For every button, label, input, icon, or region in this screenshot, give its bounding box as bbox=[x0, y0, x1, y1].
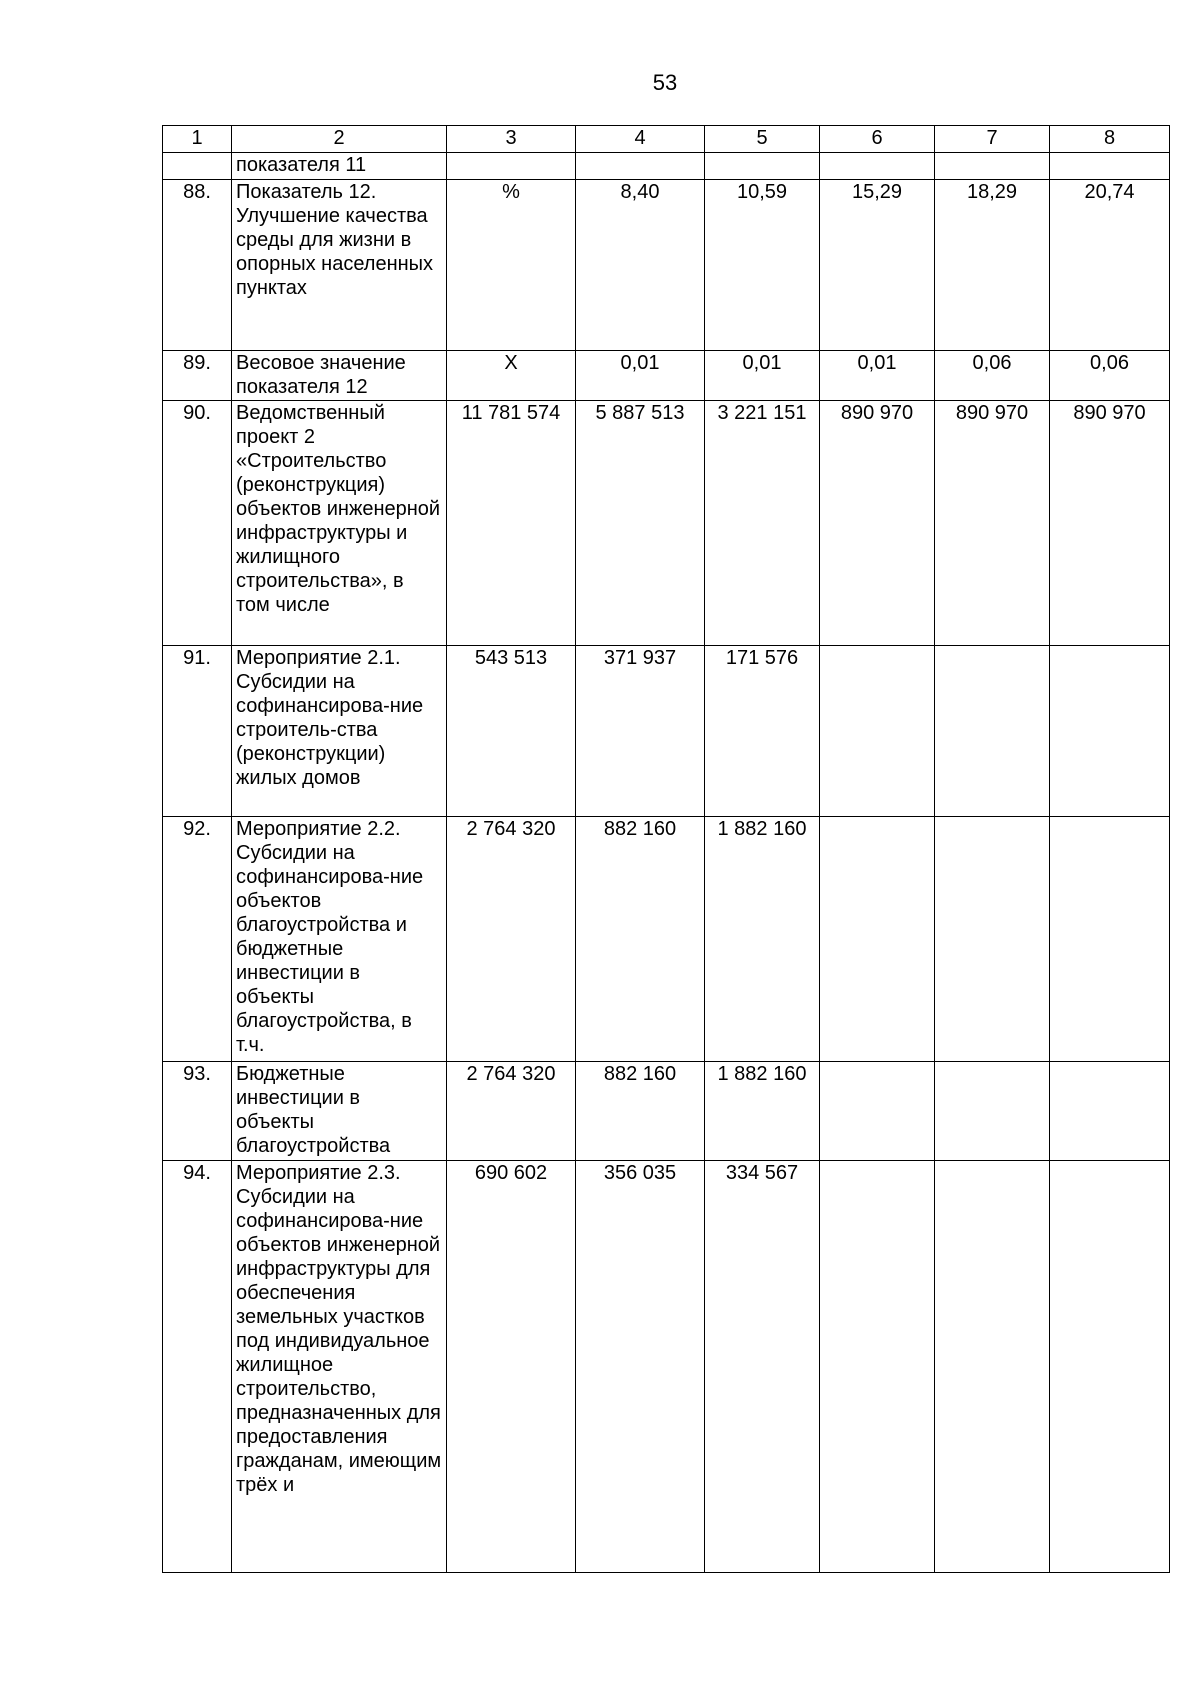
table-row bbox=[163, 401, 1170, 646]
value-cell-col-3: 2 764 320 bbox=[447, 1062, 576, 1161]
row-name-cell: Показатель 12. Улучшение качества среды для жизни в опорных населенных пунктах bbox=[232, 180, 447, 351]
value-cell-col-8 bbox=[1050, 646, 1170, 817]
value-cell-col-4: 882 160 bbox=[576, 817, 705, 1062]
value-cell-col-6 bbox=[820, 153, 935, 180]
table-row bbox=[163, 646, 1170, 817]
table-row bbox=[163, 153, 1170, 180]
row-number-cell: 92. bbox=[163, 817, 232, 1062]
row-name-cell: Мероприятие 2.1. Субсидии на софинансирова-ние строитель-ства (реконструкции) жилых домов bbox=[232, 646, 447, 817]
header-row bbox=[163, 126, 1170, 153]
header-cell: 6 bbox=[820, 126, 935, 153]
table-row bbox=[163, 817, 1170, 1062]
header-cell: 5 bbox=[705, 126, 820, 153]
value-cell-col-4: 5 887 513 bbox=[576, 401, 705, 646]
row-number-cell bbox=[163, 153, 232, 180]
table-row bbox=[163, 351, 1170, 401]
header-cell: 2 bbox=[232, 126, 447, 153]
table-row bbox=[163, 1161, 1170, 1573]
value-cell-col-6 bbox=[820, 646, 935, 817]
value-cell-col-7 bbox=[935, 817, 1050, 1062]
value-cell-col-8: 890 970 bbox=[1050, 401, 1170, 646]
header-cell: 8 bbox=[1050, 126, 1170, 153]
table-row bbox=[163, 1062, 1170, 1161]
value-cell-col-5: 10,59 bbox=[705, 180, 820, 351]
value-cell-col-4: 371 937 bbox=[576, 646, 705, 817]
header-cell: 7 bbox=[935, 126, 1050, 153]
value-cell-col-5: 3 221 151 bbox=[705, 401, 820, 646]
page-number: 53 bbox=[652, 70, 678, 95]
header-cell: 3 bbox=[447, 126, 576, 153]
value-cell-col-6 bbox=[820, 1062, 935, 1161]
value-cell-col-4: 356 035 bbox=[576, 1161, 705, 1573]
header-cell: 1 bbox=[163, 126, 232, 153]
value-cell-col-7 bbox=[935, 646, 1050, 817]
value-cell-col-7: 0,06 bbox=[935, 351, 1050, 401]
value-cell-col-6 bbox=[820, 1161, 935, 1573]
value-cell-col-4: 8,40 bbox=[576, 180, 705, 351]
row-name-cell: Весовое значение показателя 12 bbox=[232, 351, 447, 401]
value-cell-col-8 bbox=[1050, 1161, 1170, 1573]
value-cell-col-6: 0,01 bbox=[820, 351, 935, 401]
value-cell-col-3: 11 781 574 bbox=[447, 401, 576, 646]
value-cell-col-3: 543 513 bbox=[447, 646, 576, 817]
value-cell-col-4 bbox=[576, 153, 705, 180]
value-cell-col-5: 171 576 bbox=[705, 646, 820, 817]
value-cell-col-7: 18,29 bbox=[935, 180, 1050, 351]
row-number-cell: 90. bbox=[163, 401, 232, 646]
value-cell-col-5: 334 567 bbox=[705, 1161, 820, 1573]
value-cell-col-8 bbox=[1050, 817, 1170, 1062]
value-cell-col-7 bbox=[935, 1062, 1050, 1161]
value-cell-col-5: 1 882 160 bbox=[705, 1062, 820, 1161]
value-cell-col-3: % bbox=[447, 180, 576, 351]
row-number-cell: 93. bbox=[163, 1062, 232, 1161]
row-name-cell: показателя 11 bbox=[232, 153, 447, 180]
value-cell-col-8: 20,74 bbox=[1050, 180, 1170, 351]
row-name-cell: Бюджетные инвестиции в объекты благоустройства bbox=[232, 1062, 447, 1161]
data-table bbox=[162, 125, 1170, 1573]
value-cell-col-6: 890 970 bbox=[820, 401, 935, 646]
value-cell-col-7 bbox=[935, 1161, 1050, 1573]
value-cell-col-7: 890 970 bbox=[935, 401, 1050, 646]
value-cell-col-4: 882 160 bbox=[576, 1062, 705, 1161]
row-name-cell: Ведомственный проект 2 «Строительство (реконструкция) объектов инженерной инфраструктуры и жилищного строительства», в том числе bbox=[232, 401, 447, 646]
value-cell-col-6: 15,29 bbox=[820, 180, 935, 351]
value-cell-col-3: Х bbox=[447, 351, 576, 401]
row-number-cell: 91. bbox=[163, 646, 232, 817]
value-cell-col-3 bbox=[447, 153, 576, 180]
value-cell-col-5: 1 882 160 bbox=[705, 817, 820, 1062]
value-cell-col-7 bbox=[935, 153, 1050, 180]
row-number-cell: 89. bbox=[163, 351, 232, 401]
value-cell-col-8 bbox=[1050, 1062, 1170, 1161]
row-number-cell: 88. bbox=[163, 180, 232, 351]
value-cell-col-5: 0,01 bbox=[705, 351, 820, 401]
value-cell-col-4: 0,01 bbox=[576, 351, 705, 401]
value-cell-col-8 bbox=[1050, 153, 1170, 180]
header-cell: 4 bbox=[576, 126, 705, 153]
table-row bbox=[163, 180, 1170, 351]
value-cell-col-3: 690 602 bbox=[447, 1161, 576, 1573]
value-cell-col-6 bbox=[820, 817, 935, 1062]
value-cell-col-5 bbox=[705, 153, 820, 180]
value-cell-col-8: 0,06 bbox=[1050, 351, 1170, 401]
row-number-cell: 94. bbox=[163, 1161, 232, 1573]
value-cell-col-3: 2 764 320 bbox=[447, 817, 576, 1062]
row-name-cell: Мероприятие 2.2. Субсидии на софинансирова-ние объектов благоустройства и бюджетные инвестиции в объекты благоустройства, в т.ч. bbox=[232, 817, 447, 1062]
row-name-cell: Мероприятие 2.3. Субсидии на софинансирова-ние объектов инженерной инфраструктуры для обеспечения земельных участков под индивидуальное жилищное строительство, предназначенных для предоставления гражданам, имеющим трёх и bbox=[232, 1161, 447, 1573]
